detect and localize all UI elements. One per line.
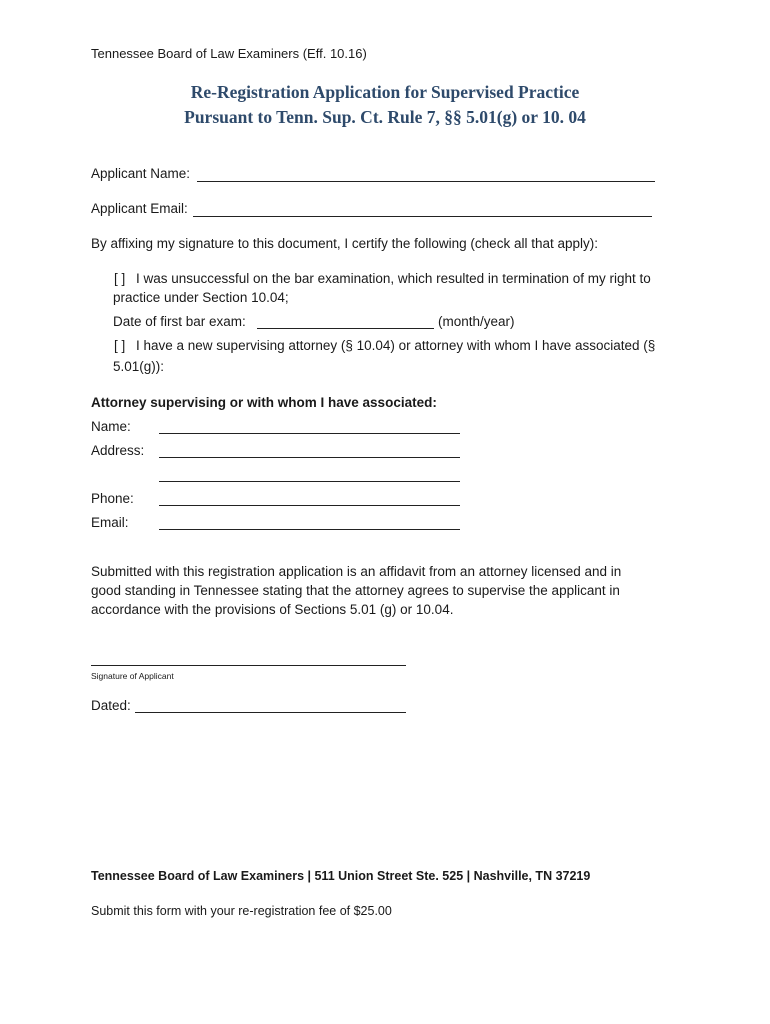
affidavit-text-line3: accordance with the provisions of Sections 5.01 (g) or 10.04. — [91, 602, 454, 617]
dated-label: Dated: — [91, 698, 131, 713]
attorney-address-field-2[interactable] — [159, 481, 460, 482]
attorney-phone-field[interactable] — [159, 505, 460, 506]
applicant-email-field[interactable] — [193, 216, 652, 217]
checkbox-unsuccessful-exam[interactable]: [ ] — [114, 271, 126, 286]
affidavit-text-line1: Submitted with this registration application is an affidavit from an attorney licensed and in — [91, 564, 622, 579]
check-item1-text: I was unsuccessful on the bar examination, which resulted in termination of my right to — [136, 271, 651, 286]
check-item2-text-cont: 5.01(g)): — [113, 359, 165, 374]
affidavit-text-line2: good standing in Tennessee stating that the attorney agrees to supervise the applicant in — [91, 583, 620, 598]
month-year-hint: (month/year) — [438, 314, 515, 329]
dated-field[interactable] — [135, 712, 406, 713]
board-effective-header: Tennessee Board of Law Examiners (Eff. 10.16) — [91, 46, 367, 61]
form-title-line1: Re-Registration Application for Supervised Practice — [190, 82, 580, 102]
applicant-email-label: Applicant Email: — [91, 201, 188, 216]
applicant-name-label: Applicant Name: — [91, 166, 191, 181]
attorney-phone-label: Phone: — [91, 491, 134, 506]
check-item1-text-cont: practice under Section 10.04; — [113, 290, 289, 305]
attorney-address-label: Address: — [91, 443, 145, 458]
attorney-address-field-1[interactable] — [159, 457, 460, 458]
attorney-name-field[interactable] — [159, 433, 460, 434]
attorney-email-label: Email: — [91, 515, 129, 530]
attorney-name-label: Name: — [91, 419, 131, 434]
form-title-line2: Pursuant to Tenn. Sup. Ct. Rule 7, §§ 5.01(g) or 10. 04 — [184, 107, 586, 127]
certify-statement: By affixing my signature to this document, I certify the following (check all that apply): — [91, 236, 598, 251]
footer-fee-note: Submit this form with your re-registration fee of $25.00 — [91, 904, 392, 918]
attorney-section-heading: Attorney supervising or with whom I have associated: — [91, 395, 437, 410]
signature-label: Signature of Applicant — [91, 671, 174, 681]
checkbox-new-supervising-attorney[interactable]: [ ] — [114, 338, 126, 353]
footer-board-address: Tennessee Board of Law Examiners | 511 Union Street Ste. 525 | Nashville, TN 37219 — [91, 869, 591, 883]
applicant-name-field[interactable] — [197, 181, 655, 182]
first-bar-exam-date-field[interactable] — [257, 328, 434, 329]
applicant-signature-field[interactable] — [91, 665, 406, 666]
check-item2-text: I have a new supervising attorney (§ 10.04) or attorney with whom I have associated (§ — [136, 338, 656, 353]
attorney-email-field[interactable] — [159, 529, 460, 530]
first-bar-exam-date-label: Date of first bar exam: — [113, 314, 246, 329]
